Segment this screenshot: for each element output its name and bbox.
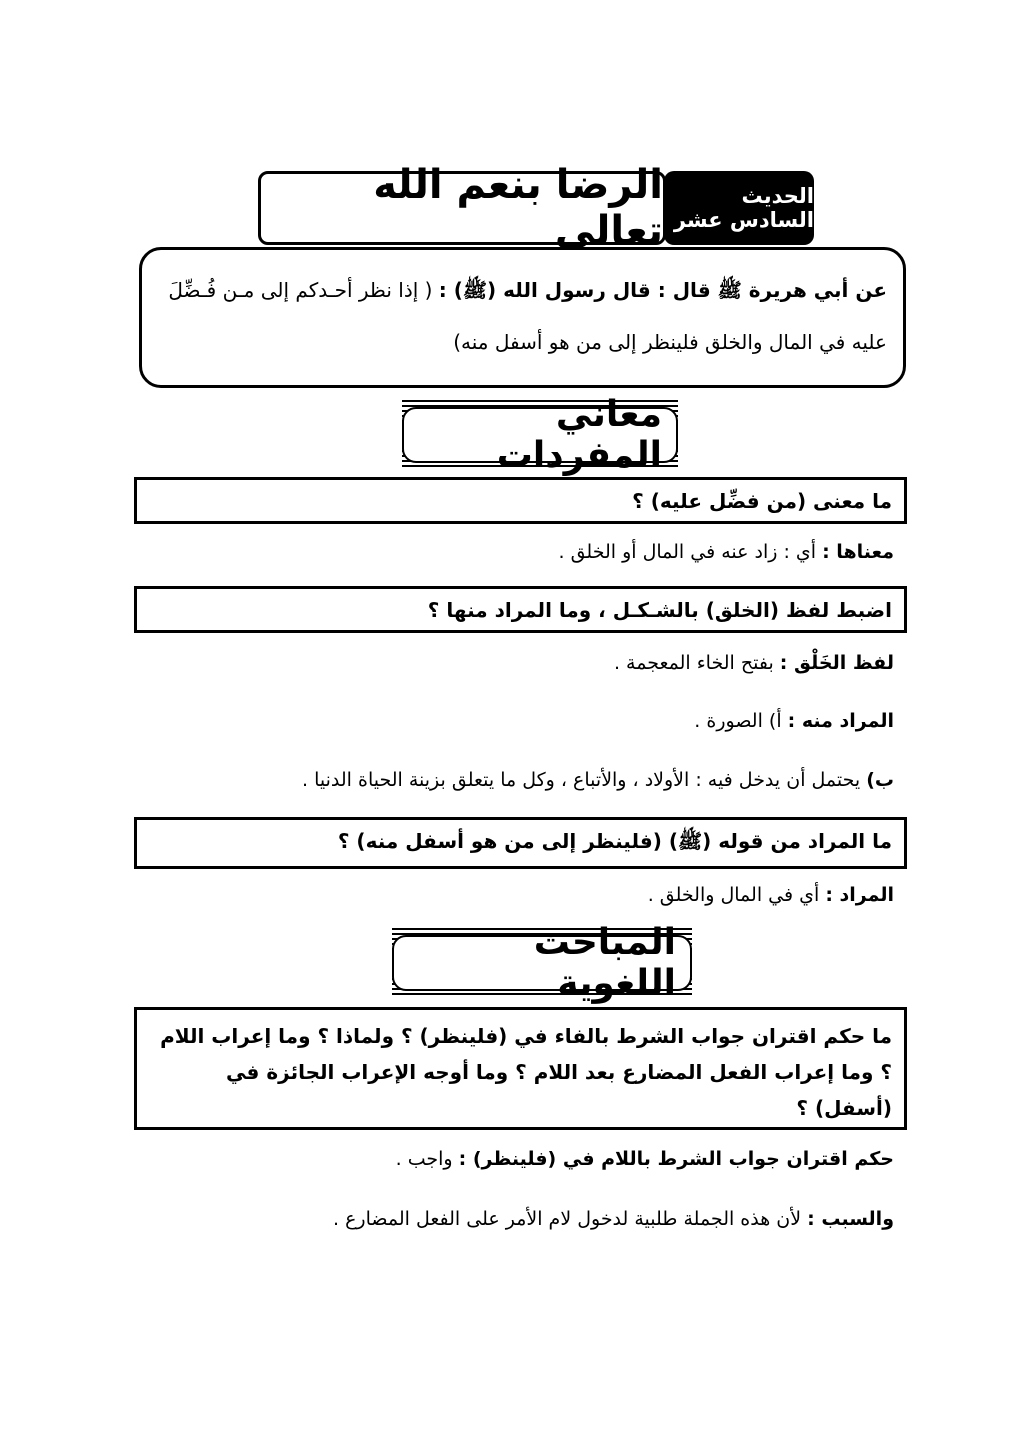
answer-3-key: المراد : bbox=[825, 884, 894, 906]
hadith-number-tag bbox=[664, 171, 814, 245]
question-1-text: ما معنى (من فضِّل عليه) ؟ bbox=[632, 488, 892, 513]
section-banner-linguistic bbox=[392, 922, 692, 1004]
lesson-title bbox=[258, 162, 666, 254]
answer-4b-text: لأن هذه الجملة طلبية لدخول لام الأمر على الفعل المضارع . bbox=[333, 1208, 808, 1230]
answer-4a-key: حكم اقتران جواب الشرط باللام في (فلينظر) : bbox=[458, 1148, 894, 1170]
section-title-vocabulary: معاني المفردات bbox=[402, 407, 678, 463]
answer-3-text: أي في المال والخلق . bbox=[647, 884, 826, 906]
hadith-number-text: الحديث السادس عشر bbox=[673, 184, 814, 232]
question-box-1 bbox=[134, 477, 907, 524]
section-title-linguistic: المباحث اللغوية bbox=[392, 935, 692, 991]
answer-4b bbox=[333, 1208, 894, 1230]
answer-2b-text: أ) الصورة . bbox=[694, 710, 782, 732]
answer-3 bbox=[648, 884, 894, 906]
hadith-text-box bbox=[139, 247, 906, 388]
answer-2a-key: لفظ الخَلْق : bbox=[779, 652, 894, 674]
answer-4b-key: والسبب : bbox=[807, 1208, 894, 1230]
answer-1 bbox=[558, 541, 894, 563]
answer-2c bbox=[302, 769, 894, 791]
question-4-line-1: ما حكم اقتران جواب الشرط بالفاء في (فلينظر) ؟ ولماذا ؟ وما إعراب اللام bbox=[160, 1024, 892, 1048]
question-3-text: ما المراد من قوله (ﷺ) (فلينظر إلى من هو أسفل منه) ؟ bbox=[337, 828, 892, 853]
answer-2b-key: المراد منه : bbox=[787, 710, 894, 732]
question-box-2 bbox=[134, 586, 907, 633]
answer-2c-key: ب) bbox=[866, 769, 894, 791]
answer-2a bbox=[614, 652, 894, 674]
lesson-title-text: الرضا بنعم الله تعالى bbox=[373, 162, 663, 254]
answer-4a-text: واجب . bbox=[395, 1148, 459, 1170]
answer-2a-text: بفتح الخاء المعجمة . bbox=[613, 652, 780, 674]
hadith-narrator: عن أبي هريرة ﷺ قال : قال رسول الله (ﷺ) : bbox=[438, 278, 887, 302]
answer-4a bbox=[396, 1148, 894, 1170]
hadith-line-2: عليه في المال والخلق فلينظر إلى من هو أسفل منه) bbox=[453, 330, 887, 354]
question-box-3 bbox=[134, 817, 907, 869]
section-banner-vocabulary bbox=[402, 394, 678, 476]
hadith-line-1 bbox=[158, 264, 887, 316]
answer-2c-text: يحتمل أن يدخل فيه : الأولاد ، والأتباع ، وكل ما يتعلق بزينة الحياة الدنيا . bbox=[302, 769, 867, 791]
question-4-line-2: ؟ وما إعراب الفعل المضارع بعد اللام ؟ وما أوجه الإعراب الجائزة في bbox=[226, 1060, 892, 1084]
answer-1-key: معناها : bbox=[822, 541, 894, 563]
question-box-4 bbox=[134, 1007, 907, 1130]
question-2-text: اضبط لفظ (الخلق) بالشـكـل ، وما المراد منها ؟ bbox=[427, 597, 892, 622]
answer-2b bbox=[694, 710, 894, 732]
answer-1-text: أي : زاد عنه في المال أو الخلق . bbox=[558, 541, 823, 563]
hadith-text-start: ( إذا نظر أحـدكم إلى مـن فُـضِّلَ bbox=[168, 278, 439, 302]
question-4-line-3: (أسفل) ؟ bbox=[796, 1096, 892, 1120]
